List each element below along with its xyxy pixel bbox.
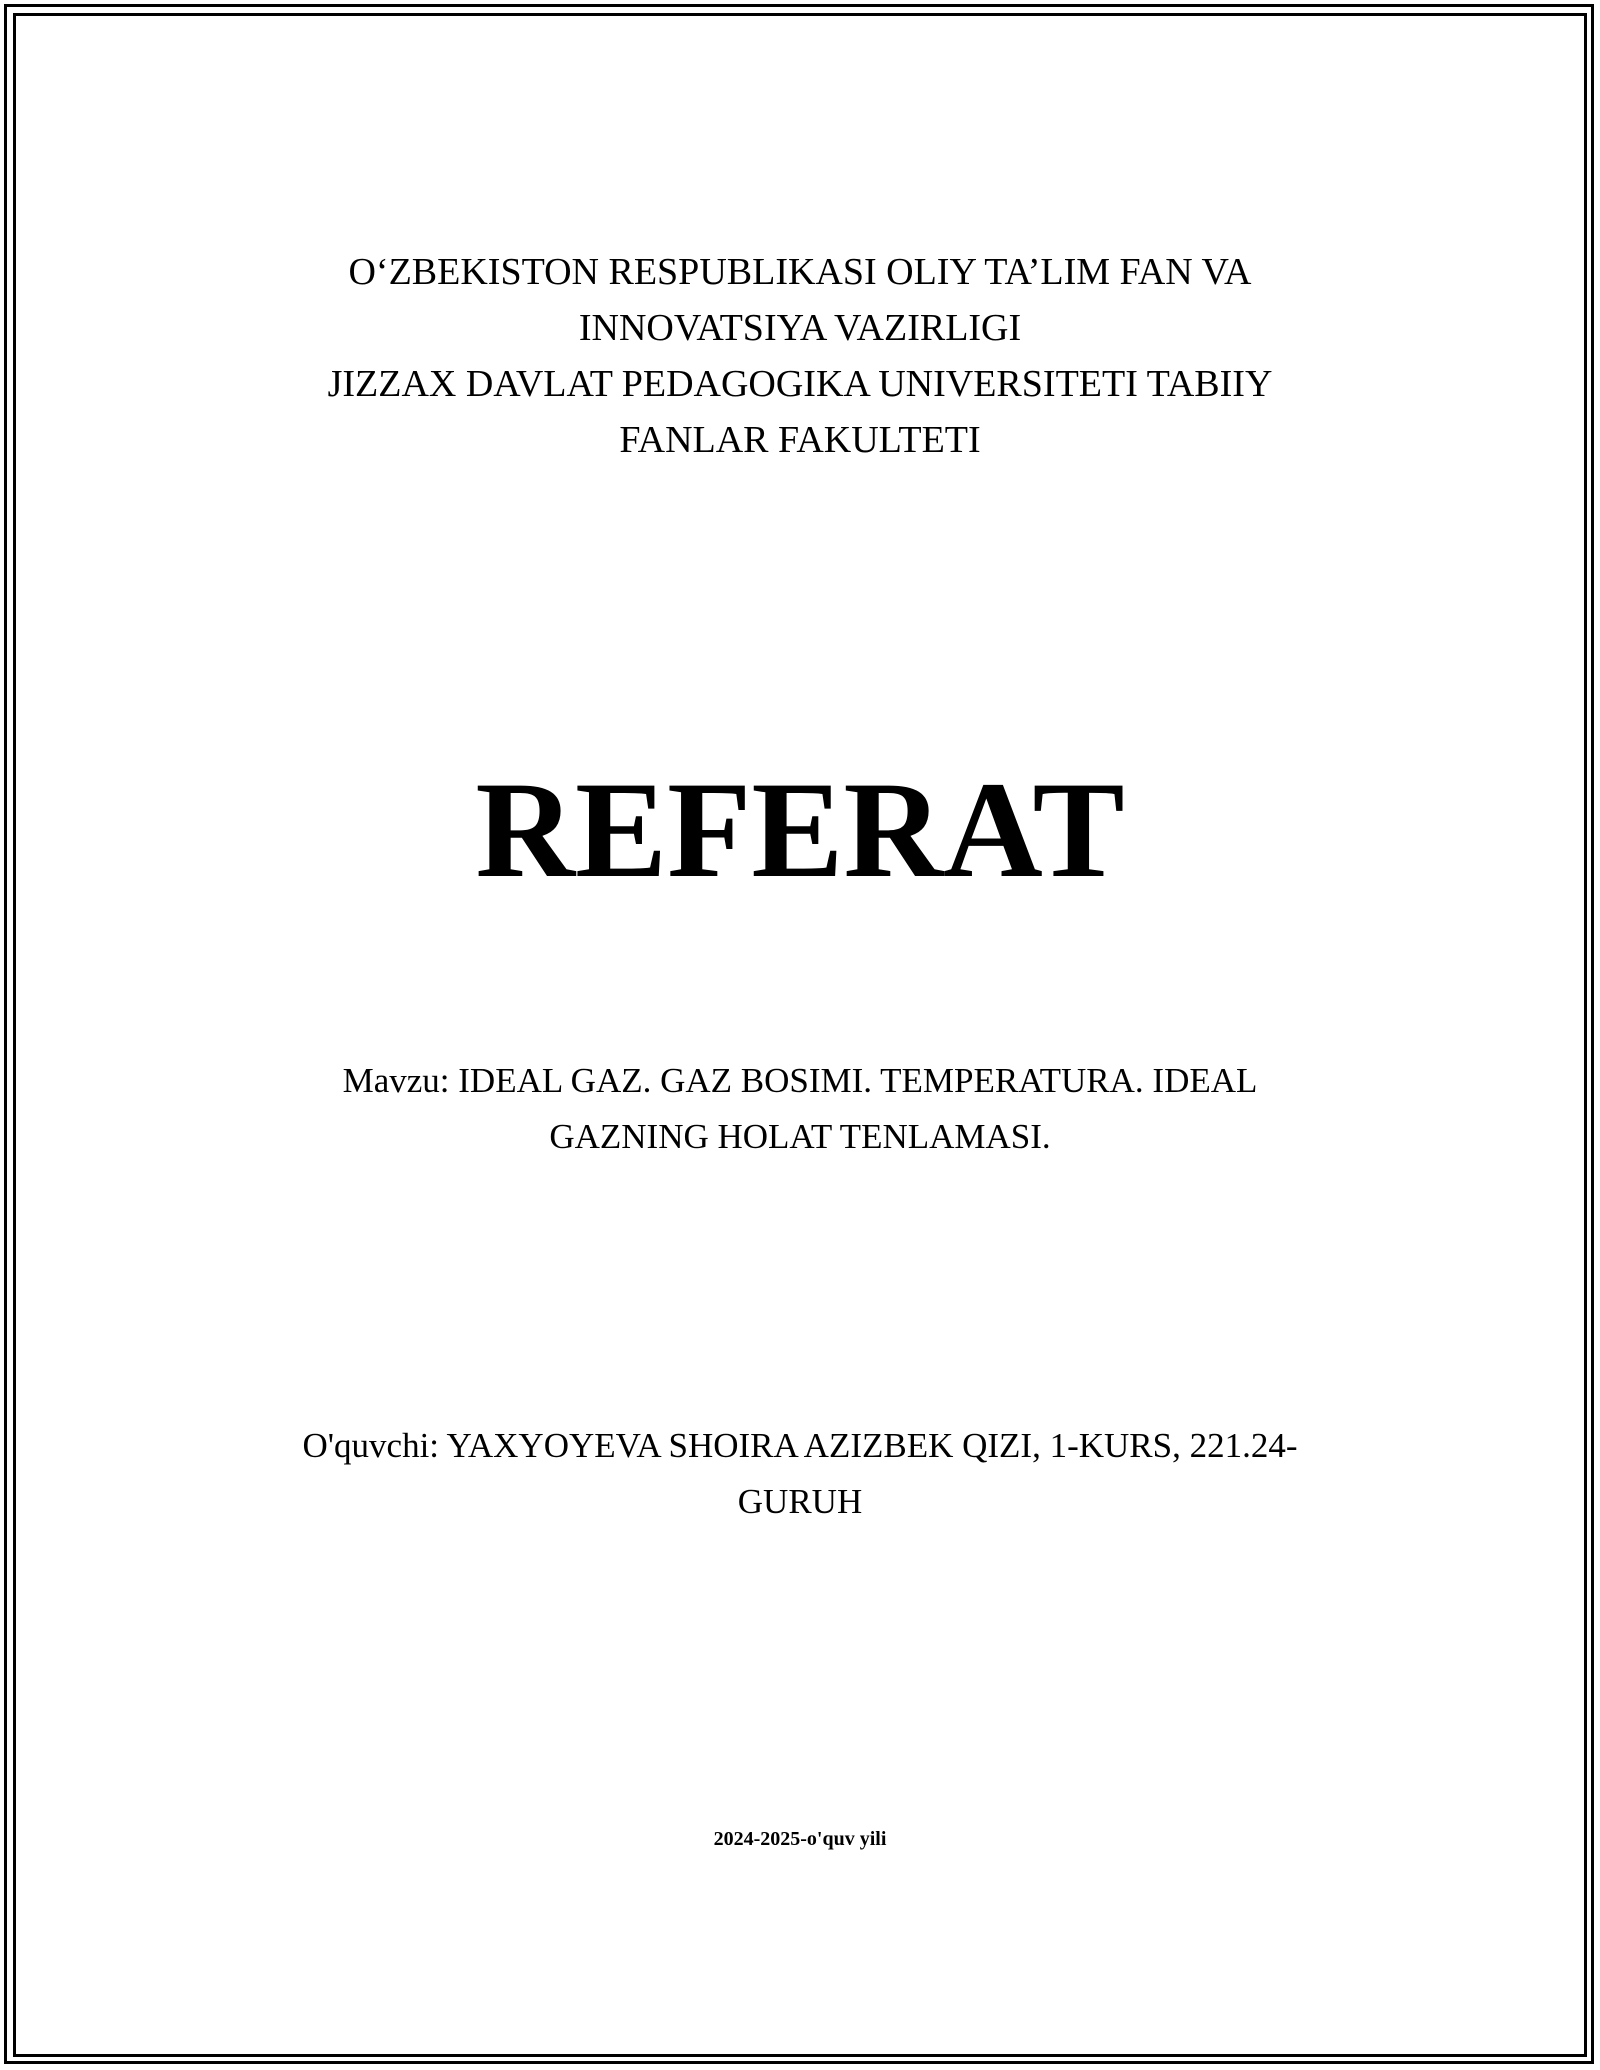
header-line: INNOVATSIYA VAZIRLIGI (578, 307, 1022, 349)
header-line: JIZZAX DAVLAT PEDAGOGIKA UNIVERSITETI TABIIY (327, 363, 1273, 405)
header-line: FANLAR FAKULTETI (619, 419, 981, 461)
student-line: GURUH (737, 1482, 863, 1521)
student-block (0, 1418, 1600, 1530)
student-line: O'quvchi: YAXYOYEVA SHOIRA AZIZBEK QIZI, 1-KURS, 221.24- (302, 1426, 1298, 1465)
topic-line: Mavzu: IDEAL GAZ. GAZ BOSIMI. TEMPERATURA. IDEAL (342, 1061, 1258, 1100)
academic-year: 2024-2025-o'quv yili (713, 1828, 887, 1850)
topic-line: GAZNING HOLAT TENLAMASI. (549, 1117, 1051, 1156)
topic-block (0, 1053, 1600, 1165)
header-line: O‘ZBEKISTON RESPUBLIKASI OLIY TA’LIM FAN VA (348, 251, 1252, 293)
document-title: REFERAT (475, 753, 1125, 906)
ministry-header (0, 244, 1600, 468)
